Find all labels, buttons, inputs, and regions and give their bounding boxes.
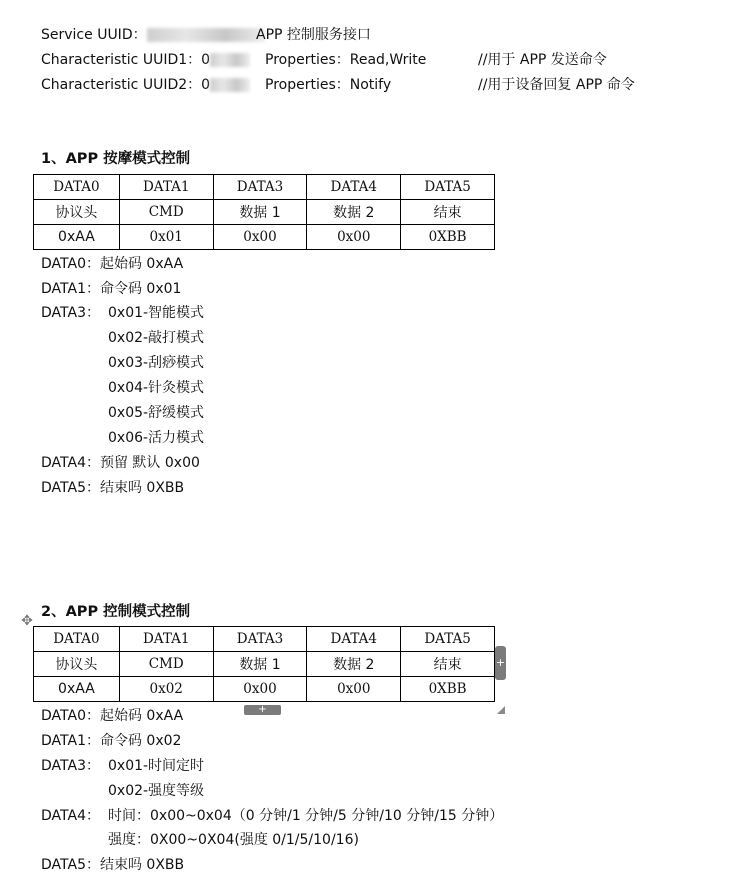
table-row	[34, 175, 495, 200]
characteristic-uuid1-label: Characteristic UUID1：0	[41, 52, 211, 68]
table-cell[interactable]: 结束	[401, 652, 495, 677]
table-cell[interactable]: 0x00	[307, 225, 401, 250]
list-item: 0x02-敲打模式	[108, 330, 205, 346]
characteristic-uuid2-label: Characteristic UUID2：0	[41, 77, 211, 93]
plus-icon: +	[495, 656, 506, 669]
move-arrows-icon[interactable]: ✥	[21, 613, 33, 629]
section1-data0-note: DATA0：起始码 0xAA	[41, 256, 184, 272]
characteristic-uuid2-comment: //用于设备回复 APP 命令	[478, 77, 635, 93]
section2-data3-label: DATA3：	[41, 758, 100, 774]
list-item: 0x04-针灸模式	[108, 380, 205, 396]
table-row	[34, 677, 495, 702]
section2-data5-note: DATA5：结束吗 0XBB	[41, 857, 185, 873]
table-cell[interactable]: 数据 2	[307, 652, 401, 677]
table-cell[interactable]: CMD	[119, 200, 213, 225]
section1-heading: 1、APP 按摩模式控制	[41, 151, 191, 167]
table-cell[interactable]: DATA5	[401, 627, 495, 652]
redacted-uuid1	[210, 53, 250, 67]
table-cell[interactable]: 0x01	[119, 225, 213, 250]
redacted-uuid	[147, 28, 265, 42]
table-cell[interactable]: DATA3	[213, 175, 307, 200]
table-cell[interactable]: 协议头	[34, 200, 120, 225]
table-cell[interactable]: 0x02	[119, 677, 213, 702]
resize-corner-icon[interactable]	[497, 706, 505, 714]
add-column-button[interactable]	[495, 646, 506, 680]
section2-protocol-table[interactable]	[33, 626, 495, 702]
section2-data4-strength: 强度：0X00~0X04(强度 0/1/5/10/16)	[108, 832, 359, 848]
table-cell[interactable]: 0x00	[213, 677, 307, 702]
redacted-uuid2	[210, 78, 250, 92]
table-cell[interactable]: 0XBB	[401, 677, 495, 702]
section1-data5-note: DATA5：结束吗 0XBB	[41, 480, 185, 496]
service-uuid-description: APP 控制服务接口	[256, 27, 371, 43]
table-row	[34, 627, 495, 652]
table-cell[interactable]: DATA4	[307, 627, 401, 652]
table-cell[interactable]: 结束	[401, 200, 495, 225]
table-row	[34, 225, 495, 250]
section1-data1-note: DATA1：命令码 0x01	[41, 281, 182, 297]
section2-data4-time: 时间：0x00~0x04（0 分钟/1 分钟/5 分钟/10 分钟/15 分钟）	[108, 808, 504, 824]
table-cell[interactable]: DATA0	[34, 175, 120, 200]
list-item: 0x05-舒缓模式	[108, 405, 205, 421]
plus-icon: +	[258, 704, 267, 715]
table-cell[interactable]: DATA5	[401, 175, 495, 200]
table-cell[interactable]: 0XBB	[401, 225, 495, 250]
table-cell[interactable]: DATA4	[307, 175, 401, 200]
section1-data3-label: DATA3：	[41, 305, 100, 321]
list-item: 0x02-强度等级	[108, 783, 205, 799]
list-item: 0x06-活力模式	[108, 430, 205, 446]
list-item: 0x01-时间定时	[108, 758, 205, 774]
add-row-button[interactable]	[244, 705, 281, 715]
list-item: 0x03-刮痧模式	[108, 355, 205, 371]
table-cell[interactable]: DATA1	[119, 175, 213, 200]
table-cell[interactable]: 协议头	[34, 652, 120, 677]
table-cell[interactable]: CMD	[119, 652, 213, 677]
section1-data4-note: DATA4：预留 默认 0x00	[41, 455, 200, 471]
table-cell[interactable]: 0x00	[307, 677, 401, 702]
section2-data4-label: DATA4：	[41, 808, 100, 824]
section2-data0-note: DATA0：起始码 0xAA	[41, 708, 184, 724]
section2-data1-note: DATA1：命令码 0x02	[41, 733, 182, 749]
characteristic-uuid1-properties: Properties：Read,Write	[265, 52, 427, 68]
list-item: 0x01-智能模式	[108, 305, 205, 321]
table-cell[interactable]: 0xAA	[34, 225, 120, 250]
table-cell[interactable]: 数据 2	[307, 200, 401, 225]
section1-protocol-table[interactable]	[33, 174, 495, 250]
table-row	[34, 652, 495, 677]
table-cell[interactable]: 数据 1	[213, 652, 307, 677]
characteristic-uuid1-comment: //用于 APP 发送命令	[478, 52, 607, 68]
table-cell[interactable]: DATA0	[34, 627, 120, 652]
table-cell[interactable]: 0x00	[213, 225, 307, 250]
table-cell[interactable]: DATA1	[119, 627, 213, 652]
characteristic-uuid2-properties: Properties：Notify	[265, 77, 392, 93]
table-cell[interactable]: 数据 1	[213, 200, 307, 225]
table-row	[34, 200, 495, 225]
section2-heading: 2、APP 控制模式控制	[41, 604, 191, 620]
table-cell[interactable]: 0xAA	[34, 677, 120, 702]
table-cell[interactable]: DATA3	[213, 627, 307, 652]
service-uuid-label: Service UUID：	[41, 27, 147, 43]
